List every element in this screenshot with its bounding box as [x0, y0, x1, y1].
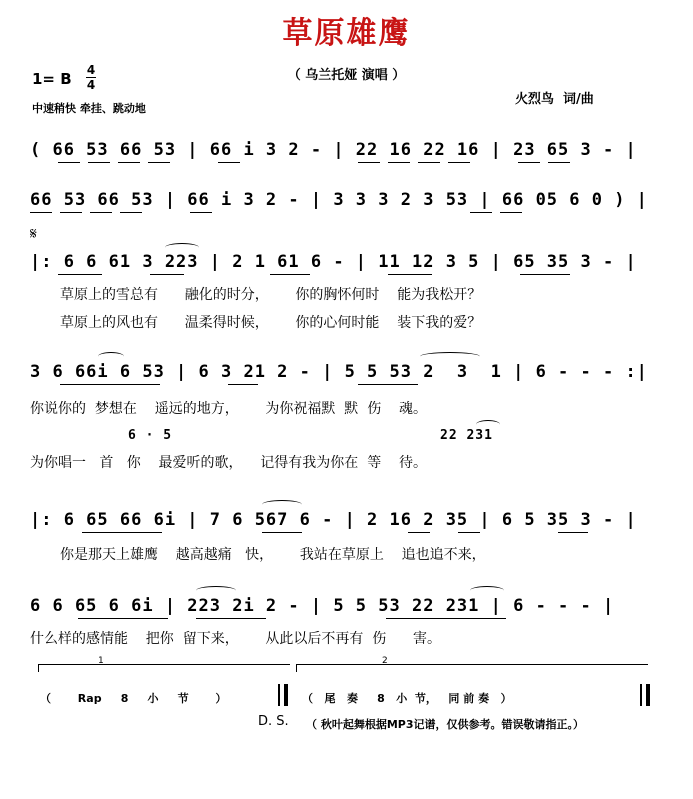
lyricist-composer-credit: 火烈鸟 词/曲: [515, 92, 594, 107]
beam: [358, 162, 380, 163]
repeat-end-thick-barline: [284, 684, 288, 706]
performer-line: （ 乌兰托娅 演唱 ）: [287, 68, 406, 83]
score-row-4: 3 6 66i 6 53 | 6 3 21 2 - | 5 5 53 2 3 1 | 6 - - - :|: [30, 362, 648, 382]
beam: [78, 618, 168, 619]
beam: [148, 162, 170, 163]
beam: [196, 618, 266, 619]
beam: [470, 212, 492, 213]
outro-instruction: （ 尾 奏 8 小 节， 同 前 奏 ）: [302, 692, 512, 705]
beam: [458, 532, 480, 533]
beam: [90, 212, 112, 213]
beam: [386, 618, 506, 619]
beam: [358, 384, 418, 385]
beam: [88, 162, 110, 163]
beam: [558, 532, 588, 533]
beam: [270, 274, 310, 275]
lyric-row-6: 什么样的感情能 把你 留下来， 从此以后不再有 伤 害。: [30, 631, 442, 647]
time-signature-bottom: 4: [86, 78, 96, 92]
segno-sign: 𝄋: [30, 224, 37, 243]
lyric-row-4b: 为你唱一 首 你 最爱听的歌， 记得有我为你在 等 待。: [30, 455, 428, 471]
beam: [228, 384, 258, 385]
volta-bracket-2-tick: [296, 664, 297, 672]
beam: [548, 162, 570, 163]
beam: [58, 274, 102, 275]
lyric-row-5: 你是那天上雄鹰 越高越痛 快， 我站在草原上 追也追不来，: [60, 547, 486, 563]
volta-bracket-1-tick: [38, 664, 39, 672]
slur: [98, 352, 124, 361]
alternate-notes-left: 6 · 5: [128, 428, 173, 443]
score-row-5: |: 6 65 66 6i | 7 6 567 6 - | 2 16 2 35 | 6 5 35 3 - |: [30, 510, 637, 530]
beam: [190, 212, 212, 213]
beam: [388, 162, 410, 163]
score-row-3: |: 6 6 61 3 223 | 2 1 61 6 - | 11 12 3 5 | 65 35 3 - |: [30, 252, 637, 272]
lyric-row-4a: 你说你的 梦想在 遥远的地方， 为你祝福默 默 伤 魂。: [30, 401, 428, 417]
slur: [420, 352, 480, 361]
beam: [58, 162, 80, 163]
beam: [518, 162, 540, 163]
beam: [418, 162, 440, 163]
slur: [470, 586, 504, 595]
key-signature: 1= B: [32, 70, 72, 88]
beam: [60, 384, 160, 385]
beam: [388, 274, 432, 275]
final-barline: [640, 684, 642, 706]
tempo-marking: 中速稍快 牵挂、跳动地: [32, 102, 146, 115]
alternate-notes-right: 22 231: [440, 428, 493, 443]
volta-bracket-1: [38, 664, 290, 665]
time-signature-top: 4: [86, 63, 96, 77]
score-row-2: 66 53 66 53 | 66 i 3 2 - | 3 3 3 2 3 53 | 66 05 6 0 ) |: [30, 190, 648, 210]
beam: [408, 532, 430, 533]
rap-instruction: （ Rap 8 小 节 ）: [40, 692, 227, 705]
final-thick-barline: [646, 684, 650, 706]
slur: [262, 500, 302, 509]
transcription-note: （ 秋叶起舞根据MP3记谱，仅供参考。错误敬请指正。）: [306, 718, 584, 731]
beam: [262, 532, 302, 533]
beam: [120, 212, 142, 213]
beam: [60, 212, 82, 213]
repeat-end-barline: [278, 684, 280, 706]
slur: [196, 586, 236, 595]
lyric-row-3b: 草原上的风也有 温柔得时候， 你的心何时能 装下我的爱？: [60, 315, 482, 331]
score-row-1: ( 66 53 66 53 | 66 i 3 2 - | 22 16 22 16 | 23 65 3 - |: [30, 140, 637, 160]
slur: [165, 243, 199, 252]
time-signature: [86, 64, 96, 91]
beam: [150, 274, 184, 275]
score-row-6: 6 6 65 6 6i | 223 2i 2 - | 5 5 53 22 231 | 6 - - - |: [30, 596, 615, 616]
volta-bracket-2: [296, 664, 648, 665]
beam: [82, 532, 162, 533]
beam: [30, 212, 52, 213]
beam: [118, 162, 140, 163]
lyric-row-3a: 草原上的雪总有 融化的时分， 你的胸怀何时 能为我松开？: [60, 287, 482, 303]
song-title: 草原雄鹰: [282, 16, 411, 51]
beam: [520, 274, 570, 275]
beam: [218, 162, 240, 163]
slur: [476, 420, 500, 429]
volta-number-1: 1: [98, 656, 104, 666]
beam: [500, 212, 522, 213]
volta-number-2: 2: [382, 656, 388, 666]
dal-segno: D. S.: [258, 714, 289, 729]
beam: [448, 162, 470, 163]
